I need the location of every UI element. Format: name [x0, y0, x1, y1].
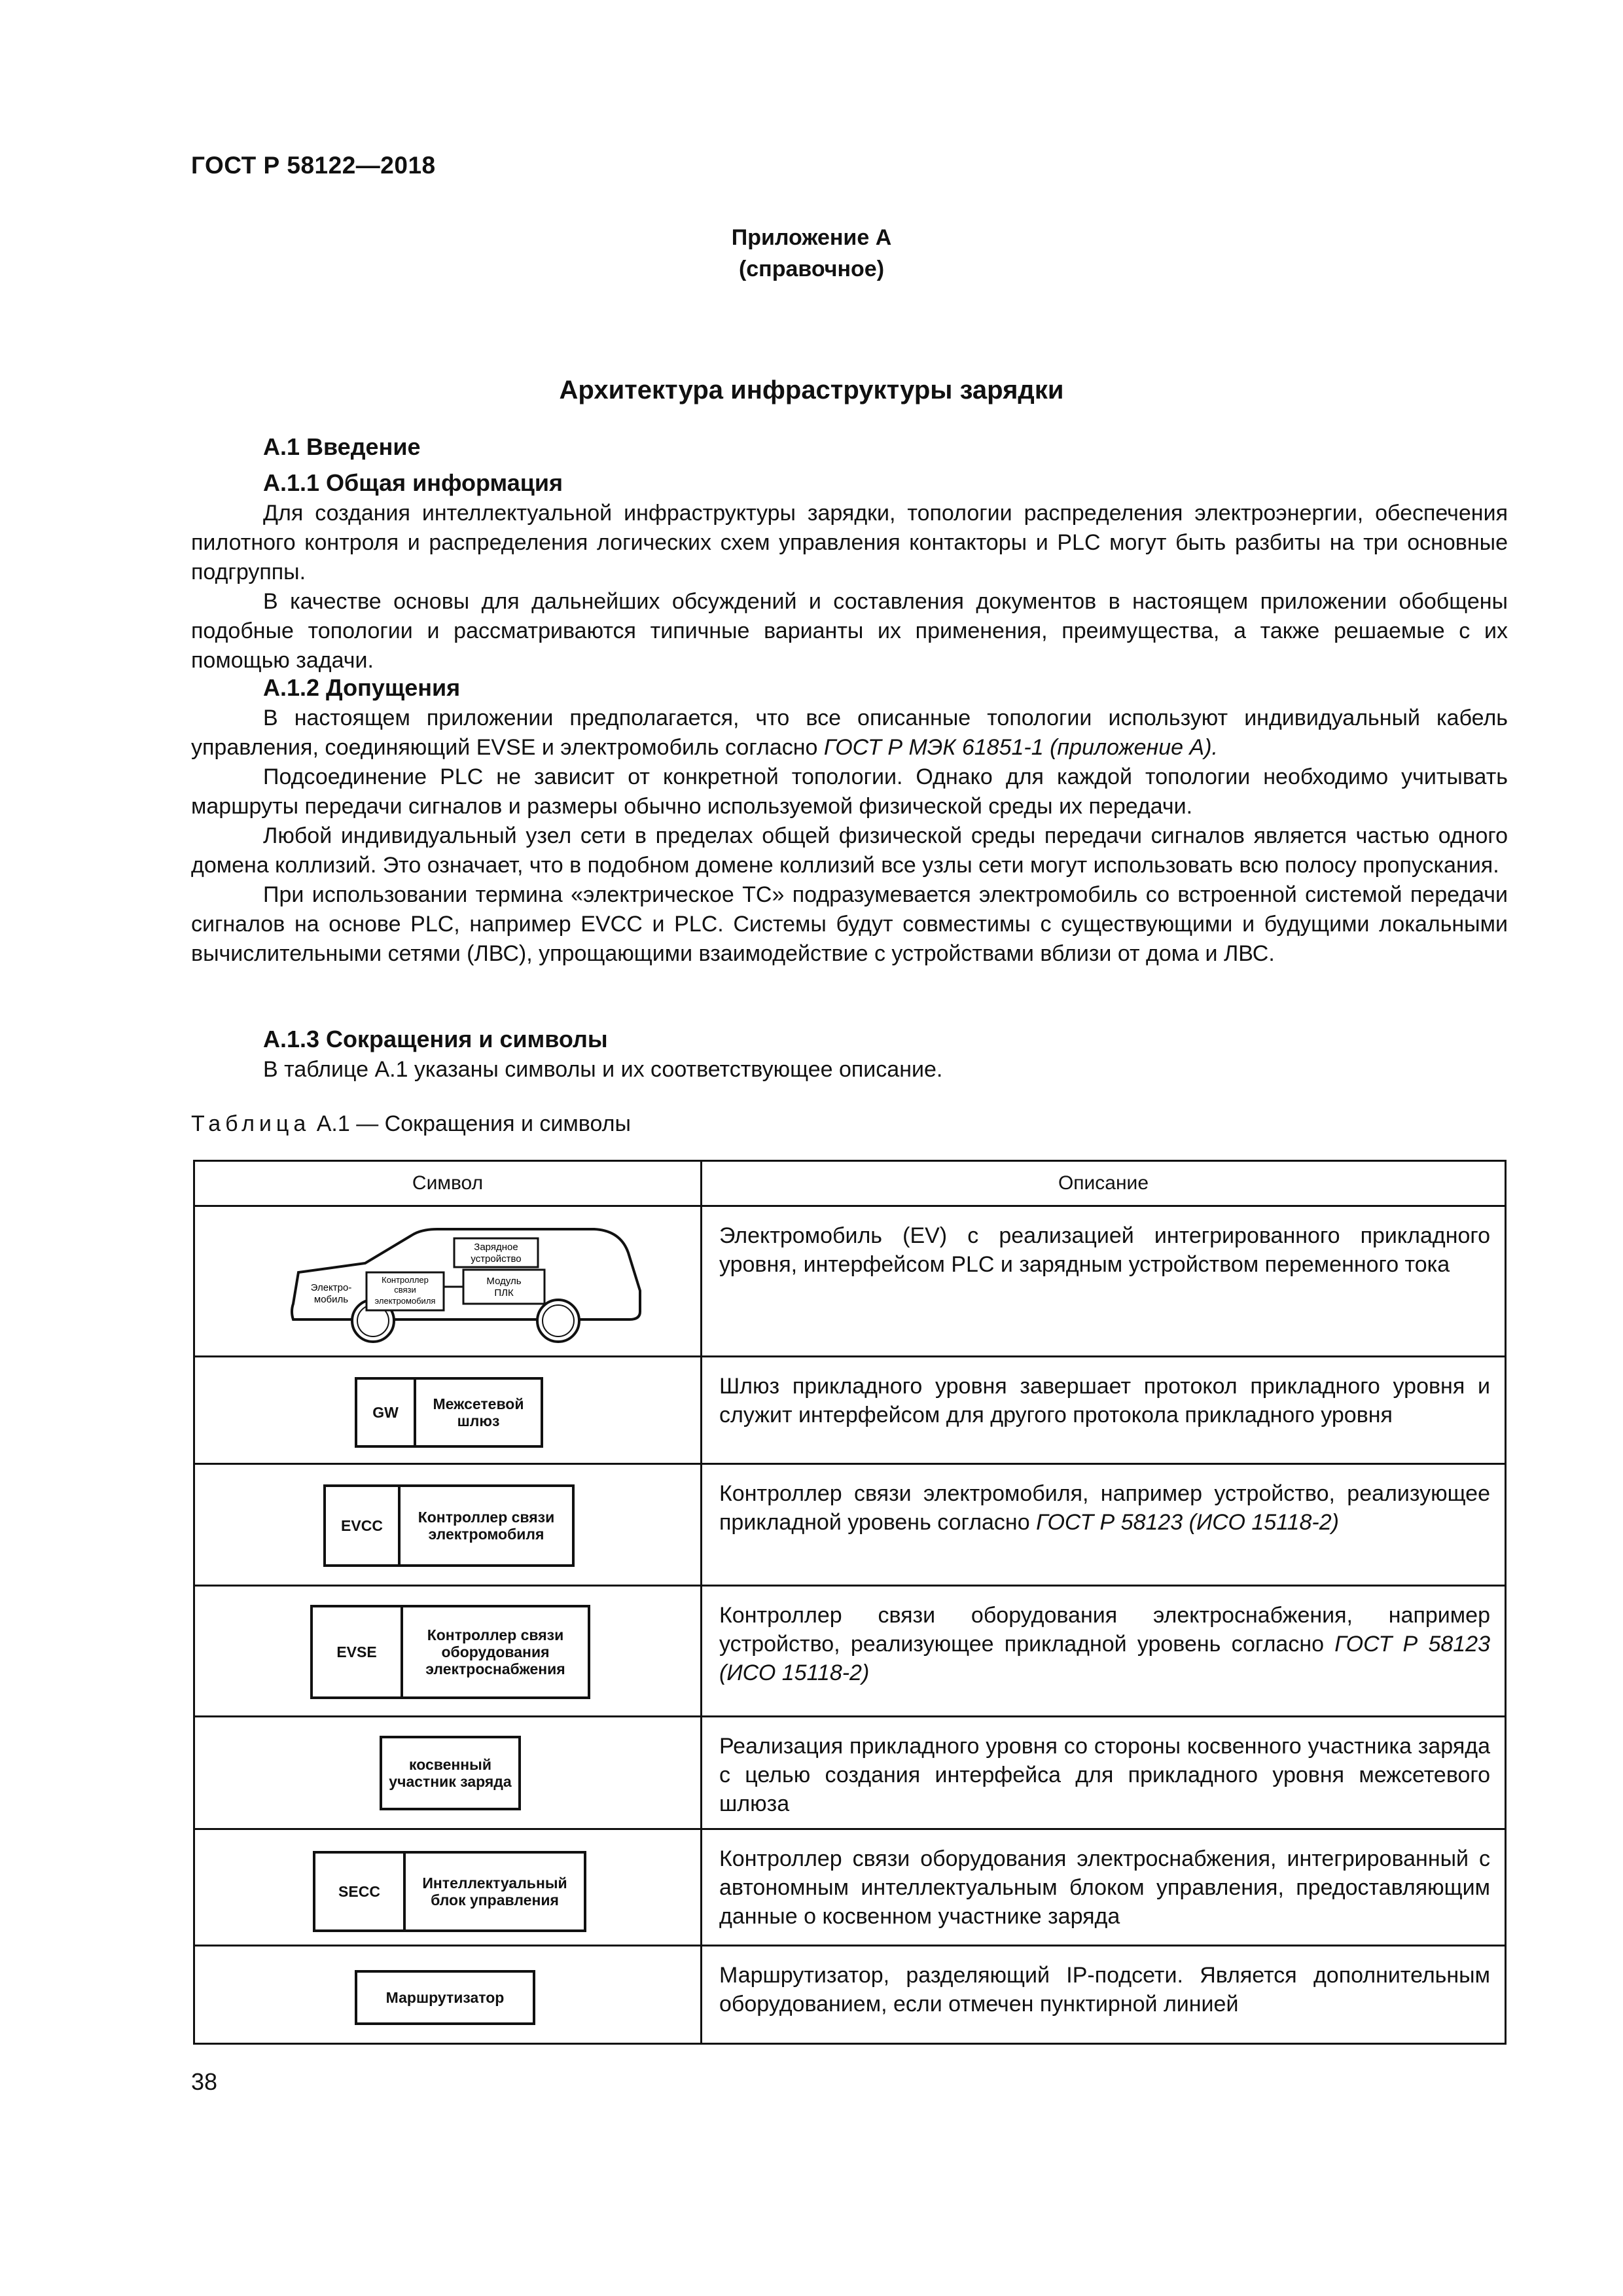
symbol-cell	[194, 1464, 702, 1586]
router-symbol: Маршрутизатор	[355, 1970, 535, 2025]
evse-symbol: EVSE Контроллер связи оборудования электроснабжения	[310, 1605, 590, 1699]
table-row	[194, 1829, 1506, 1946]
table-row	[194, 1717, 1506, 1829]
table-caption: Таблица А.1 — Сокращения и символы	[191, 1111, 631, 1136]
paragraph: В таблице А.1 указаны символы и их соответствующее описание.	[263, 1057, 943, 1082]
heading-a13: А.1.3 Сокращения и символы	[263, 1026, 608, 1052]
standard-reference: ГОСТ Р 58123 (ИСО 15118-2)	[719, 1632, 1490, 1685]
paragraph: В настоящем приложении предполагается, что все описанные топологии используют индивидуальный кабель управления, соединяющий EVSE и электромобиль согласно ГОСТ Р МЭК 61851-1 (приложение А).	[191, 706, 1508, 760]
car-label-controller: Контроллер	[382, 1275, 429, 1285]
description-cell: Контроллер связи оборудования электроснабжения, интегрированный с автономным интеллектуальным блоком управления, предоставляющим данные о косвенном участнике заряда	[702, 1829, 1506, 1946]
symbol-cell	[194, 1946, 702, 2044]
description-cell: Контроллер связи оборудования электроснабжения, например устройство, реализующее прикладной уровень согласно ГОСТ Р 58123 (ИСО 15118-2)	[702, 1586, 1506, 1717]
table-row	[194, 1206, 1506, 1357]
description-cell: Реализация прикладного уровня со стороны косвенного участника заряда с целью создания интерфейса для прикладного уровня межсетевого шлюза	[702, 1717, 1506, 1829]
heading-a11: А.1.1 Общая информация	[263, 469, 563, 496]
section-title: Архитектура инфраструктуры зарядки	[559, 376, 1064, 404]
symbols-table	[193, 1160, 1507, 2045]
page-number: 38	[191, 2068, 218, 2095]
description-cell: Электромобиль (EV) с реализацией интегрированного прикладного уровня, интерфейсом PLC и зарядным устройством переменного тока	[702, 1206, 1506, 1357]
standard-reference: ГОСТ Р МЭК 61851-1 (приложение А).	[823, 735, 1218, 760]
table-row	[194, 1946, 1506, 2044]
paragraph: Любой индивидуальный узел сети в пределах общей физической среды передачи сигналов является частью одного домена коллизий. Это означает, что в подобном домене коллизий все узлы сети могут использовать всю полосу пропускания.	[191, 823, 1508, 878]
svg-text:устройство: устройство	[471, 1253, 522, 1265]
svg-text:электромобиля: электромобиля	[374, 1296, 436, 1306]
car-label-plc: Модуль	[486, 1276, 522, 1287]
paragraph: При использовании термина «электрическое ТС» подразумевается электромобиль со встроенной системой передачи сигналов на основе PLC, например EVCC и PLC. Системы будут совместимы с существующими и будущими локальными вычислительными сетями (ЛВС), упрощающими взаимодействие с устройствами вблизи от дома и ЛВС.	[191, 882, 1508, 966]
indirect-participant-symbol: косвенный участник заряда	[380, 1736, 521, 1810]
car-label-ev: Электро-	[310, 1282, 352, 1293]
standard-number: ГОСТ Р 58122—2018	[191, 152, 436, 179]
car-label-charger: Зарядное	[474, 1242, 518, 1253]
svg-text:ПЛК: ПЛК	[494, 1287, 514, 1299]
column-header-symbol: Символ	[194, 1161, 702, 1206]
appendix-type: (справочное)	[738, 257, 885, 281]
svg-text:связи: связи	[394, 1285, 416, 1295]
paragraph: Подсоединение PLC не зависит от конкретной топологии. Однако для каждой топологии необходимо учитывать маршруты передачи сигналов и размеры обычно используемой физической среды их передачи.	[191, 764, 1508, 819]
symbol-cell	[194, 1357, 702, 1464]
symbol-cell	[194, 1717, 702, 1829]
column-header-description: Описание	[702, 1161, 1506, 1206]
description-cell: Маршрутизатор, разделяющий IP-подсети. Является дополнительным оборудованием, если отмечен пунктирной линией	[702, 1946, 1506, 2044]
heading-a1: А.1 Введение	[263, 433, 421, 460]
description-cell: Шлюз прикладного уровня завершает протокол прикладного уровня и служит интерфейсом для другого протокола прикладного уровня	[702, 1357, 1506, 1464]
symbol-cell	[194, 1586, 702, 1717]
table-header-row	[194, 1161, 1506, 1206]
paragraph: Для создания интеллектуальной инфраструктуры зарядки, топологии распределения электроэнергии, обеспечения пилотного контроля и распределения логических схем управления контакторы и PLC могут быть разбиты на три основные подгруппы.	[191, 501, 1508, 584]
appendix-title: Приложение А	[731, 225, 892, 250]
standard-reference: ГОСТ Р 58123 (ИСО 15118-2)	[1036, 1510, 1339, 1535]
secc-symbol: SECC Интеллектуальный блок управления	[313, 1851, 586, 1932]
electric-vehicle-icon	[195, 1207, 700, 1354]
table-row	[194, 1586, 1506, 1717]
table-row	[194, 1357, 1506, 1464]
section-a11-text	[191, 499, 1508, 675]
gateway-symbol: GW Межсетевой шлюз	[355, 1377, 543, 1448]
svg-text:мобиль: мобиль	[313, 1294, 349, 1305]
paragraph: В качестве основы для дальнейших обсуждений и составления документов в настоящем приложении обобщены подобные топологии и рассматриваются типичные варианты их применения, преимущества, а также решаемые с их помощью задачи.	[191, 589, 1508, 673]
symbol-cell	[194, 1829, 702, 1946]
heading-a12: А.1.2 Допущения	[263, 674, 461, 701]
evcc-symbol: EVCC Контроллер связи электромобиля	[323, 1484, 575, 1567]
section-a12-text	[191, 704, 1508, 969]
symbol-cell	[194, 1206, 702, 1357]
description-cell: Контроллер связи электромобиля, например устройство, реализующее прикладной уровень согласно ГОСТ Р 58123 (ИСО 15118-2)	[702, 1464, 1506, 1586]
section-a13-text	[191, 1055, 1508, 1085]
table-row	[194, 1464, 1506, 1586]
